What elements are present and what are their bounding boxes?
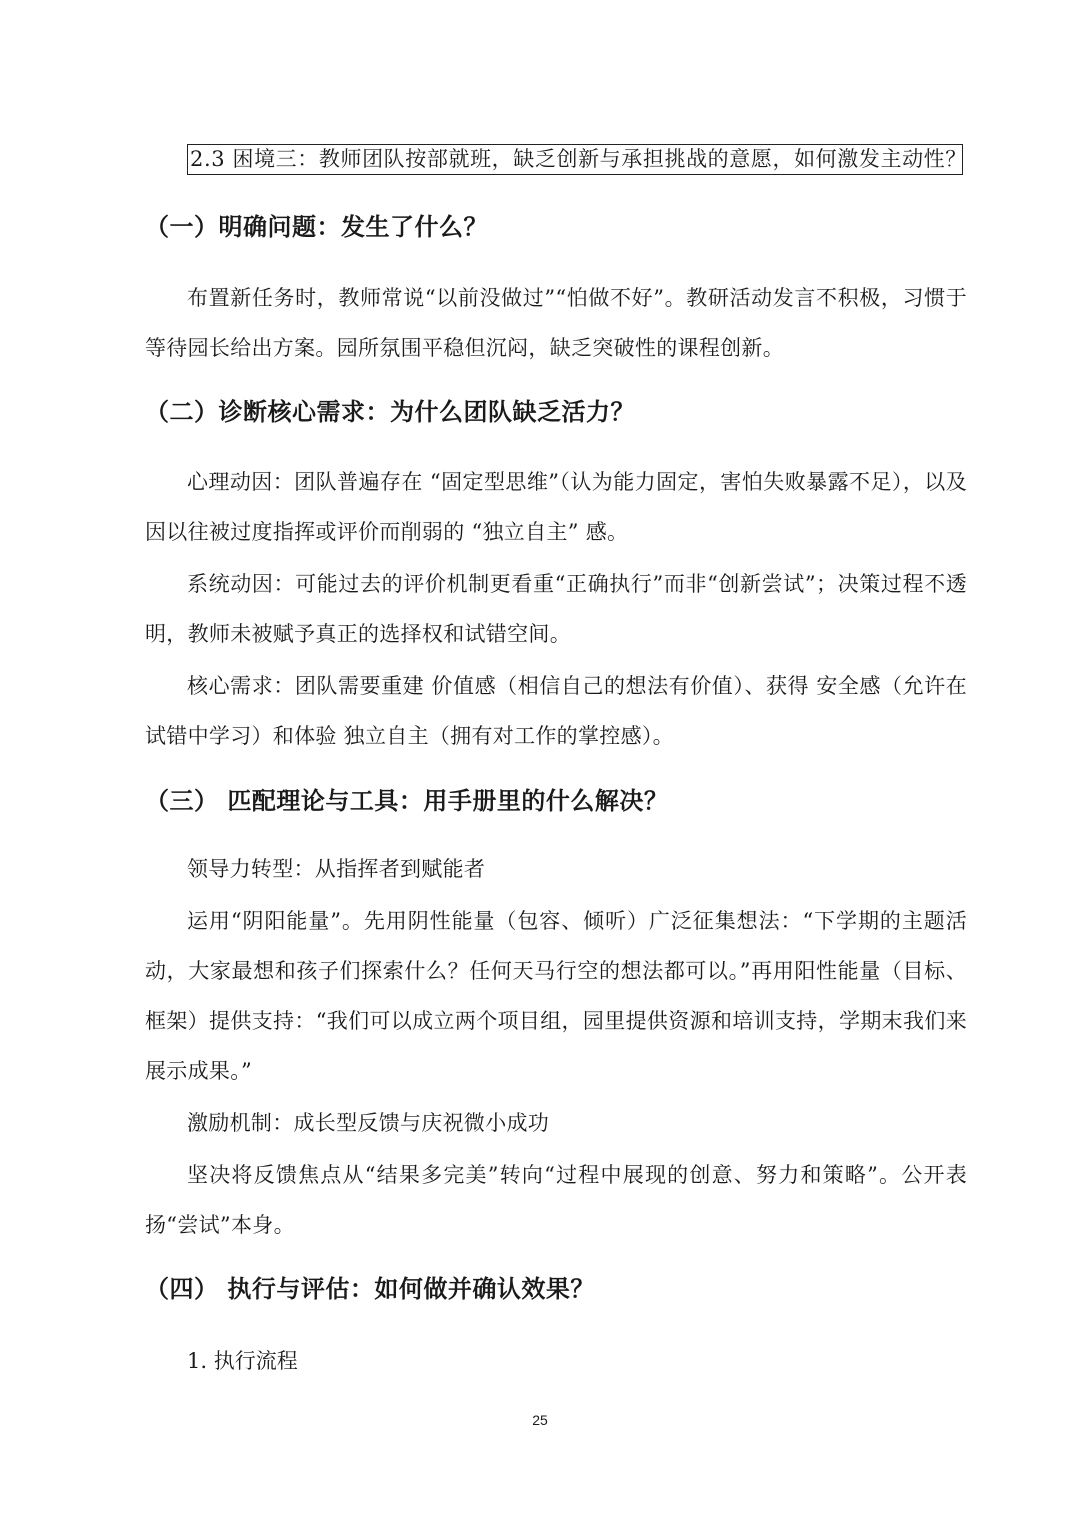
section-heading-4: （四） 执行与评估：如何做并确认效果？ xyxy=(145,1275,595,1303)
paragraph-feedback: 坚决将反馈焦点从“结果多完美”转向“过程中展现的创意、努力和策略”。公开表扬“尝试”本身。 xyxy=(145,1163,967,1237)
paragraph-system-cause: 系统动因：可能过去的评价机制更看重“正确执行”而非“创新尝试”；决策过程不透明，教师未被赋予真正的选择权和试错空间。 xyxy=(145,572,967,646)
subtopic-leadership: 领导力转型：从指挥者到赋能者 xyxy=(187,857,486,881)
paragraph-problem: 布置新任务时，教师常说“以前没做过”“怕做不好”。教研活动发言不积极，习惯于等待园长给出方案。园所氛围平稳但沉闷，缺乏突破性的课程创新。 xyxy=(145,286,967,360)
boxed-section-title: 2.3 困境三：教师团队按部就班，缺乏创新与承担挑战的意愿，如何激发主动性？ xyxy=(187,144,963,175)
section-heading-1: （一）明确问题：发生了什么？ xyxy=(145,213,488,241)
subheading-execution-flow: 1. 执行流程 xyxy=(187,1349,298,1373)
paragraph-yin-yang: 运用“阴阳能量”。先用阴性能量（包容、倾听）广泛征集想法：“下学期的主题活动，大家最想和孩子们探索什么？任何天马行空的想法都可以。”再用阳性能量（目标、框架）提供支持：“我们可以成立两个项目组，园里提供资源和培训支持，学期末我们来展示成果。” xyxy=(145,909,967,1083)
section-heading-2: （二）诊断核心需求：为什么团队缺乏活力？ xyxy=(145,398,635,426)
paragraph-core-needs: 核心需求：团队需要重建 价值感（相信自己的想法有价值）、获得 安全感（允许在试错中学习）和体验 独立自主（拥有对工作的掌控感）。 xyxy=(145,674,967,748)
section-heading-3: （三） 匹配理论与工具：用手册里的什么解决？ xyxy=(145,787,669,815)
page-number: 25 xyxy=(532,1412,548,1428)
paragraph-psychological-cause: 心理动因：团队普遍存在 “固定型思维”（认为能力固定，害怕失败暴露不足），以及因以往被过度指挥或评价而削弱的 “独立自主” 感。 xyxy=(145,470,967,544)
subtopic-incentive: 激励机制：成长型反馈与庆祝微小成功 xyxy=(187,1111,550,1135)
